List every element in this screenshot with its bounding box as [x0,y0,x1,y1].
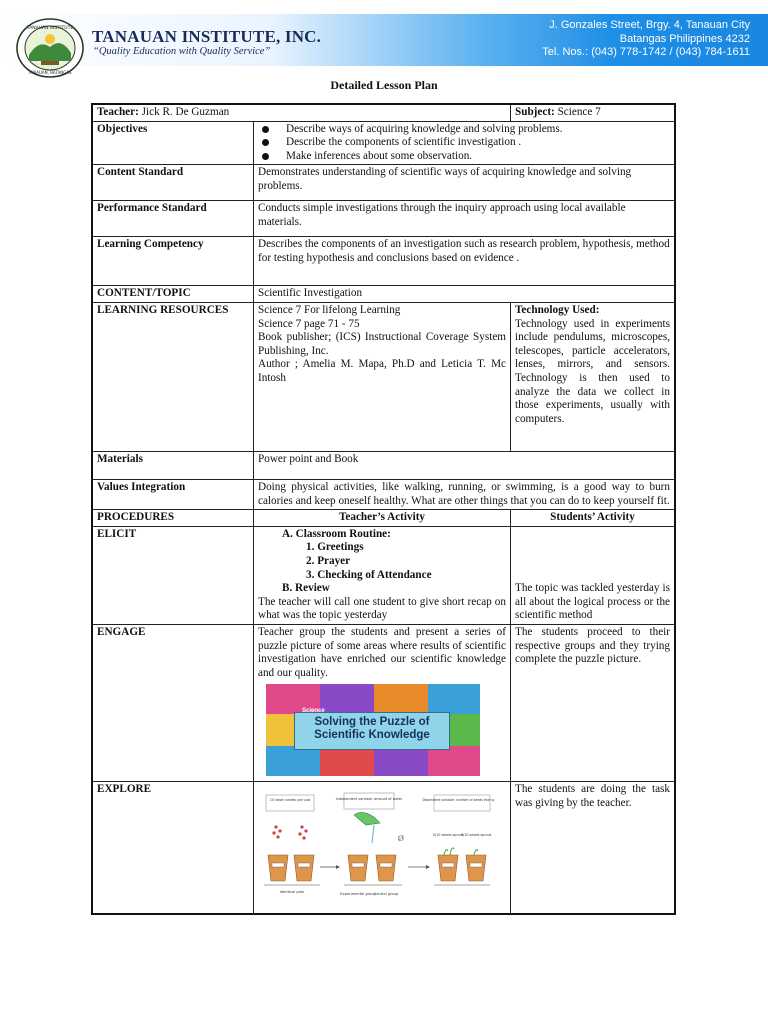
engage-teacher-cell [254,624,511,781]
seed-dots [272,826,307,840]
learning-resources-label: LEARNING RESOURCES [92,302,254,451]
objectives-list [258,123,670,164]
address-line-3: Tel. Nos.: (043) 778-1742 / (043) 784-1611 [542,46,750,58]
identical-pots-label: Identical pots [279,890,305,895]
experiment-diagram [262,789,494,907]
learning-resources-cell [254,302,511,451]
objective-item: Describe the components of scientific investigation . [258,136,670,150]
performance-standard-label: Performance Standard [92,201,254,237]
teacher-label: Teacher: [97,106,139,118]
objective-item: Make inferences about some observation. [258,150,670,164]
puzzle-title: Solving the Puzzle of Scientific Knowledge [294,712,450,750]
routine-item: 1. Greetings [306,541,364,554]
content-topic-row [92,286,675,303]
engage-label: ENGAGE [92,624,254,781]
content-topic-text: Scientific Investigation [254,286,676,303]
elicit-teacher-cell [254,526,511,624]
teacher-row [92,104,675,121]
subject-value: Science 7 [557,106,601,118]
sprouts [444,848,478,855]
resource-item: Science 7 For lifelong Learning [258,303,401,316]
address-line-2: Batangas Philippines 4232 [619,33,750,45]
explore-teacher-cell [254,782,511,914]
routine-item: 3. Checking of Attendance [306,568,432,581]
puzzle-image [266,684,480,776]
objective-item: Describe ways of acquiring knowledge and solving problems. [258,123,670,137]
objectives-row [92,121,675,165]
classroom-routine-heading: A. Classroom Routine: [282,527,391,540]
objectives-label: Objectives [92,121,254,165]
learning-competency-row [92,237,675,286]
seeds-label: 10 bean seeds per pot [269,798,311,803]
performance-standard-row [92,201,675,237]
procedures-header-row [92,510,675,527]
explore-students-text: The students are doing the task was giving by the teacher. [511,782,676,914]
content-standard-text: Demonstrates understanding of scientific ways of acquiring knowledge and solving problems. [254,165,676,201]
routine-item: 2. Prayer [306,554,351,567]
resource-item: Author ; Amelia M. Mapa, Ph.D and Leticia T. Mc Intosh [258,358,506,384]
elicit-label: ELICIT [92,526,254,624]
teacher-activity-header: Teacher’s Activity [254,510,511,527]
address-line-1: J. Gonzales Street, Brgy. 4, Tanauan City [549,19,750,31]
svg-text:TANAUAN INSTITUTE: TANAUAN INSTITUTE [26,26,74,31]
school-motto: “Quality Education with Quality Service” [93,46,271,57]
technology-cell [511,302,676,451]
values-row [92,479,675,509]
students-activity-header: Students’ Activity [511,510,676,527]
explore-row [92,782,675,914]
teacher-value: Jick R. De Guzman [141,106,230,118]
dependent-variable-label: Dependent variable: number of seeds that sprout [422,798,494,803]
engage-students-text: The students proceed to their respective groups and they trying complete the puzzle picture. [511,624,676,781]
materials-text: Power point and Book [254,451,676,479]
svg-text:TANAUAN, BATANGAS: TANAUAN, BATANGAS [28,70,72,75]
learning-competency-label: Learning Competency [92,237,254,286]
review-text: The teacher will call one student to give short recap on what was the topic yesterday [258,595,506,622]
technology-label: Technology Used: [515,303,600,316]
watering-can-icon [354,813,380,826]
control-group-label: Control group [373,892,399,897]
content-standard-row [92,165,675,201]
engage-row [92,624,675,781]
independent-variable-label: Independent variable: amount of water [335,797,403,802]
experimental-group-label: Experimental group [340,892,376,897]
sprout-count-1: 5/10 seeds sprout [432,833,464,838]
learning-competency-text: Describes the components of an investigation such as research problem, hypothesis, method for testing hypothesis and conclusions based on evidence . [254,237,676,286]
values-label: Values Integration [92,479,254,509]
explore-label: EXPLORE [92,782,254,914]
document-title: Detailed Lesson Plan [330,78,438,92]
values-text: Doing physical activities, like walking, running, or swimming, is a good way to burn calories and keep oneself healthy. What are other things that you can do to keep yourself fit. [254,479,676,509]
resource-item: Science 7 page 71 - 75 [258,317,360,330]
review-heading: B. Review [282,582,330,595]
learning-resources-row [92,302,675,451]
content-standard-label: Content Standard [92,165,254,201]
engage-teacher-text: Teacher group the students and present a series of puzzle picture of some areas where results of scientific investigation have enriched our scientific knowledge and our quality. [258,625,506,679]
sprout-count-2: 3/10 seeds sprout [460,833,492,838]
pots [268,855,486,881]
subject-label: Subject: [515,106,555,118]
elicit-row [92,526,675,624]
technology-text: Technology used in experiments include pendulums, microscopes, telescopes, particle accelerators, lenses, mirrors, and sensors. Technology is then used to analyze the data we collect in those experiments, usually with computers. [515,317,670,425]
lesson-plan-table [91,103,676,915]
performance-standard-text: Conducts simple investigations through the inquiry approach using local available materials. [254,201,676,237]
content-topic-label: CONTENT/TOPIC [92,286,254,303]
materials-row [92,451,675,479]
svg-text:Ø: Ø [398,834,404,844]
school-seal-logo [15,17,85,79]
procedures-label: PROCEDURES [92,510,254,527]
materials-label: Materials [92,451,254,479]
puzzle-tag: Science [302,708,325,715]
elicit-students-text: The topic was tackled yesterday is all about the logical process or the scientific method [511,526,676,624]
school-name: TANAUAN INSTITUTE, INC. [92,27,322,46]
resource-item: Book publisher; (ICS) Instructional Coverage System Publishing, Inc. [258,331,506,357]
